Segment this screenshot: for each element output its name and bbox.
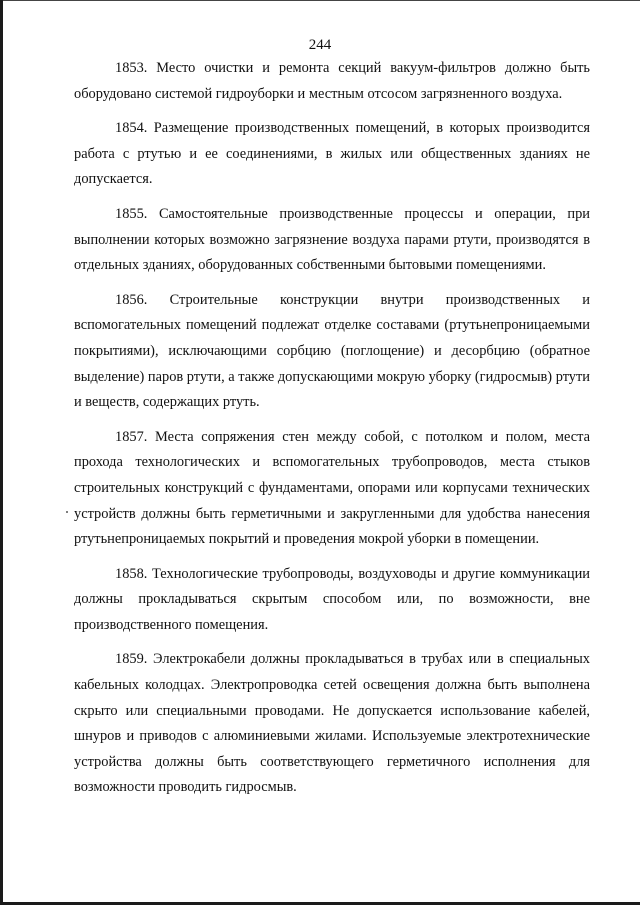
paragraph-1856: 1856. Строительные конструкции внутри производственных и вспомогательных помещений подлежат отделке составами (ртутьнепроницаемыми покрытиями), исключающими сорбцию (поглощение) и десорбцию (обратное выделение) паров ртути, а также допускающими мокрую уборку (гидросмыв) ртути и веществ, содержащих ртуть. (74, 291, 590, 411)
paragraph-1853: 1853. Место очистки и ремонта секций вакуум-фильтров должно быть оборудовано системой гидроуборки и местным отсосом загрязненного воздуха. (74, 60, 590, 102)
scan-edge-left (0, 0, 3, 905)
paragraph-1859: 1859. Электрокабели должны прокладываться в трубах или в специальных кабельных колодцах. Электропроводка сетей освещения должна быть выполнена скрыто или специальными проводами. Не допускается использование кабелей, шнуров и приводов с алюминиевыми жилами. Используемые электротехнические устройства должны быть соответствующего герметичного исполнения для возможности проводить гидросмыв. (74, 651, 590, 796)
document-body (74, 56, 590, 810)
page-number: 244 (308, 37, 332, 53)
paragraph-1855: 1855. Самостоятельные производственные процессы и операции, при выполнении которых возможно загрязнение воздуха парами ртути, производятся в отдельных зданиях, оборудованных собственными бытовыми помещениями. (74, 205, 590, 274)
paragraph-1857: 1857. Места сопряжения стен между собой, с потолком и полом, места прохода технологических и вспомогательных трубопроводов, места стыков строительных конструкций с фундаментами, опорами или корпусами технических устройств должны быть герметичными и закругленными для удобства нанесения ртутьнепроницаемых покрытий и проведения мокрой уборки в помещении. (74, 428, 590, 548)
paragraph-1858: 1858. Технологические трубопроводы, воздуховоды и другие коммуникации должны прокладываться скрытым способом или, по возможности, вне производственного помещения. (74, 565, 590, 633)
scan-speck (66, 511, 68, 513)
paragraph-1854: 1854. Размещение производственных помещений, в которых производится работа с ртутью и ее соединениями, в жилых или общественных зданиях не допускается. (74, 120, 590, 188)
scan-edge-top (0, 0, 640, 1)
